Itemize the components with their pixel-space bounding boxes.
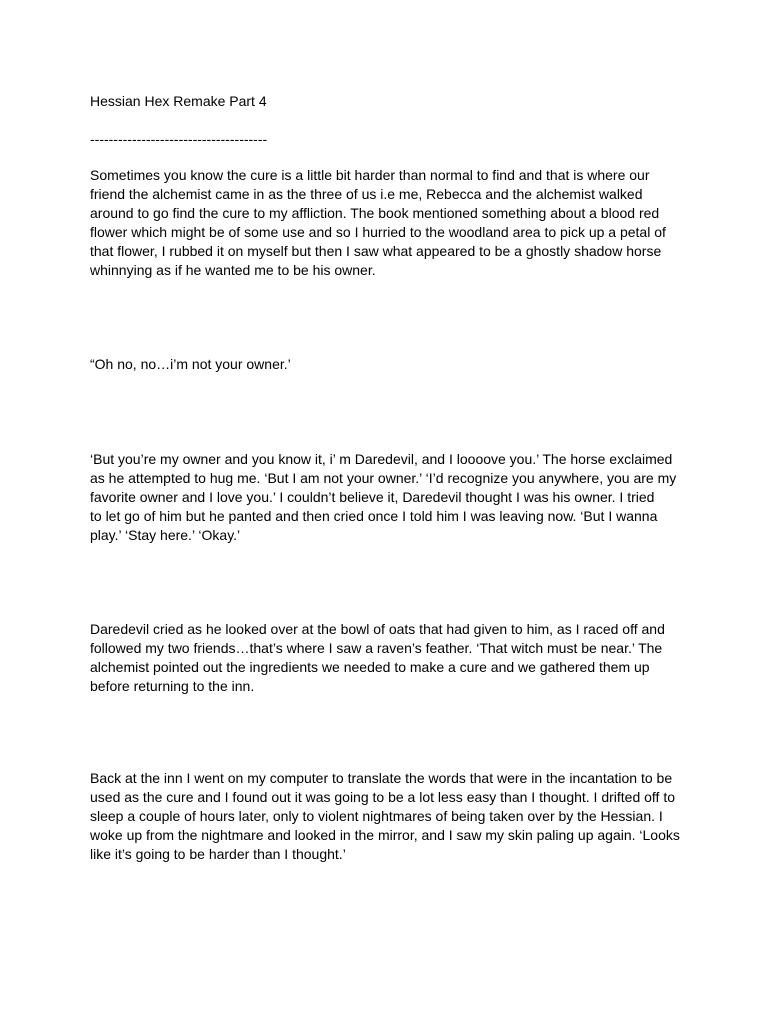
title-line: Hessian Hex Remake Part 4	[90, 93, 267, 109]
text-line: alchemist pointed out the ingredients we needed to make a cure and we gathered them up	[90, 659, 650, 675]
text-line: used as the cure and I found out it was going to be a lot less easy than I thought. I drifted off to	[90, 789, 676, 805]
text-line: whinnying as if he wanted me to be his owner.	[90, 262, 376, 278]
text-line: ‘But you’re my owner and you know it, i’ m Daredevil, and I loooove you.’ The horse exclaimed	[90, 451, 673, 467]
text-line: “Oh no, no…i’m not your owner.’	[90, 356, 291, 372]
section-divider	[90, 130, 730, 149]
text-line: followed my two friends…that’s where I saw a raven’s feather. ‘That witch must be near.’ The	[90, 640, 663, 656]
text-line: before returning to the inn.	[90, 678, 255, 694]
text-line: Daredevil cried as he looked over at the bowl of oats that had given to him, as I raced off and	[90, 621, 665, 637]
text-line: favorite owner and I love you.’ I couldn’t believe it, Daredevil thought I was his owner. I tried	[90, 489, 655, 505]
paragraph-2	[90, 355, 730, 374]
paragraph-5	[90, 769, 730, 864]
document-title	[90, 92, 730, 111]
text-line: flower which might be of some use and so I hurried to the woodland area to pick up a petal of	[90, 224, 666, 240]
text-line: that flower, I rubbed it on myself but then I saw what appeared to be a ghostly shadow horse	[90, 243, 662, 259]
text-line: around to go find the cure to my affliction. The book mentioned something about a blood red	[90, 205, 660, 221]
text-line: play.’ ‘Stay here.’ ‘Okay.’	[90, 527, 241, 543]
text-line: Sometimes you know the cure is a little bit harder than normal to find and that is where our	[90, 167, 650, 183]
text-line: like it’s going to be harder than I thought.’	[90, 846, 346, 862]
paragraph-4	[90, 620, 730, 696]
text-line: to let go of him but he panted and then cried once I told him I was leaving now. ‘But I wanna	[90, 508, 658, 524]
text-line: Back at the inn I went on my computer to translate the words that were in the incantation to be	[90, 770, 673, 786]
text-line: woke up from the nightmare and looked in the mirror, and I saw my skin paling up again. ‘Looks	[90, 827, 680, 843]
divider-line: --------------------------------------	[90, 131, 268, 147]
text-line: sleep a couple of hours later, only to violent nightmares of being taken over by the Hessian. I	[90, 808, 663, 824]
paragraph-1	[90, 166, 730, 280]
paragraph-3	[90, 450, 730, 545]
text-line: friend the alchemist came in as the three of us i.e me, Rebecca and the alchemist walked	[90, 186, 643, 202]
text-line: as he attempted to hug me. ‘But I am not your owner.’ ‘I’d recognize you anywhere, you are my	[90, 470, 677, 486]
